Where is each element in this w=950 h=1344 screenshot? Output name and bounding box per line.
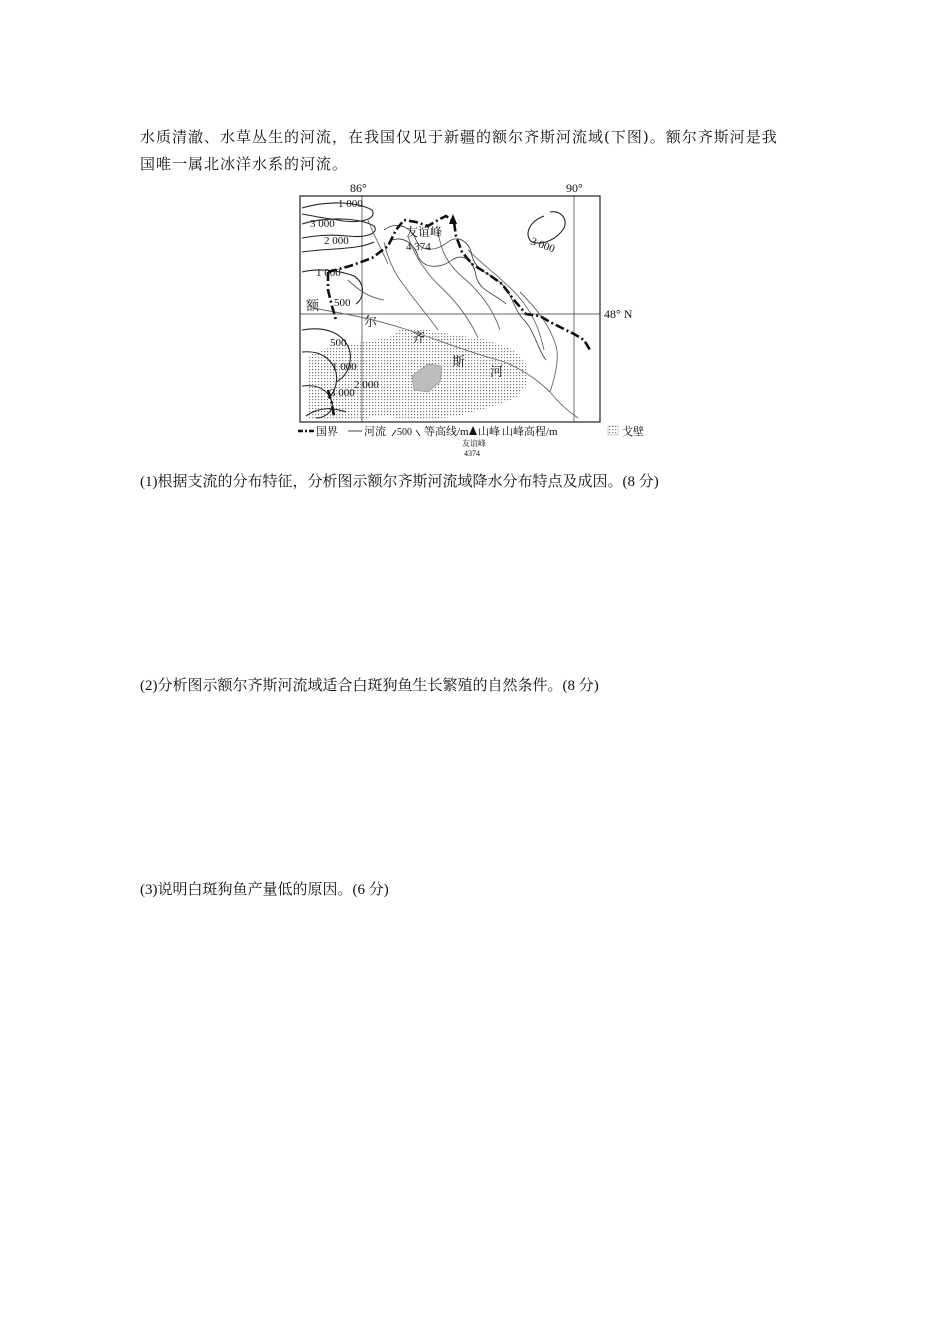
question-3: (3)说明白斑狗鱼产量低的原因。(6 分) <box>140 882 389 898</box>
irtysh-river-map <box>288 180 658 460</box>
contour-label: 3 000 <box>310 218 335 230</box>
legend-contour-label: 等高线/m <box>424 426 469 438</box>
legend-contour-symbol <box>392 430 396 436</box>
river-name-char: 河 <box>490 364 504 379</box>
legend-border-label: 国界 <box>316 426 338 438</box>
river-name-char: 斯 <box>452 354 466 369</box>
river-name-char: 齐 <box>412 330 426 345</box>
map-legend <box>298 424 644 458</box>
contour-label: 2 000 <box>354 379 379 391</box>
legend-contour-symbol-end <box>416 430 420 436</box>
contour-label: 2 000 <box>324 235 349 247</box>
legend-peak-icon <box>469 426 477 435</box>
contour-label: 1 000 <box>338 198 363 210</box>
lon-label-90: 90° <box>566 181 583 195</box>
contour-label: 3 000 <box>528 235 557 256</box>
intro-line-2: 国唯一属北冰洋水系的河流。 <box>140 155 349 173</box>
legend-peak-sample-name: 友谊峰 <box>462 439 486 448</box>
river-name-char: 额 <box>306 298 320 313</box>
contour-label: 3 000 <box>330 387 355 399</box>
intro-paragraph <box>140 124 820 178</box>
legend-contour-value: 500 <box>397 427 412 438</box>
river-name-char: 尔 <box>364 314 378 329</box>
question-1: (1)根据支流的分布特征，分析图示额尔齐斯河流域降水分布特点及成因。(8 分) <box>140 474 659 490</box>
contour-label: 1 000 <box>316 267 341 279</box>
lon-label-86: 86° <box>350 181 367 195</box>
legend-gobi-label: 戈壁 <box>622 426 644 438</box>
legend-peak-elev-label: 山峰高程/m <box>502 426 558 438</box>
intro-line-1: 水质清澈、水草丛生的河流，在我国仅见于新疆的额尔齐斯河流域(下图)。额尔齐斯河是我 <box>140 128 778 146</box>
legend-peak-sample-elev: 4374 <box>464 449 480 458</box>
contour-label: 500 <box>334 297 351 309</box>
contour-label: 500 <box>330 337 347 349</box>
legend-gobi-symbol <box>608 426 618 435</box>
question-2: (2)分析图示额尔齐斯河流域适合白斑狗鱼生长繁殖的自然条件。(8 分) <box>140 678 599 694</box>
contour-label: 1 000 <box>332 361 357 373</box>
peak-elevation: 4 374 <box>406 241 431 253</box>
legend-river-label: 河流 <box>364 426 386 438</box>
lat-label-48n: 48° N <box>604 307 633 321</box>
peak-name: 友谊峰 <box>406 225 443 239</box>
legend-peak-label: 山峰 <box>478 426 500 438</box>
